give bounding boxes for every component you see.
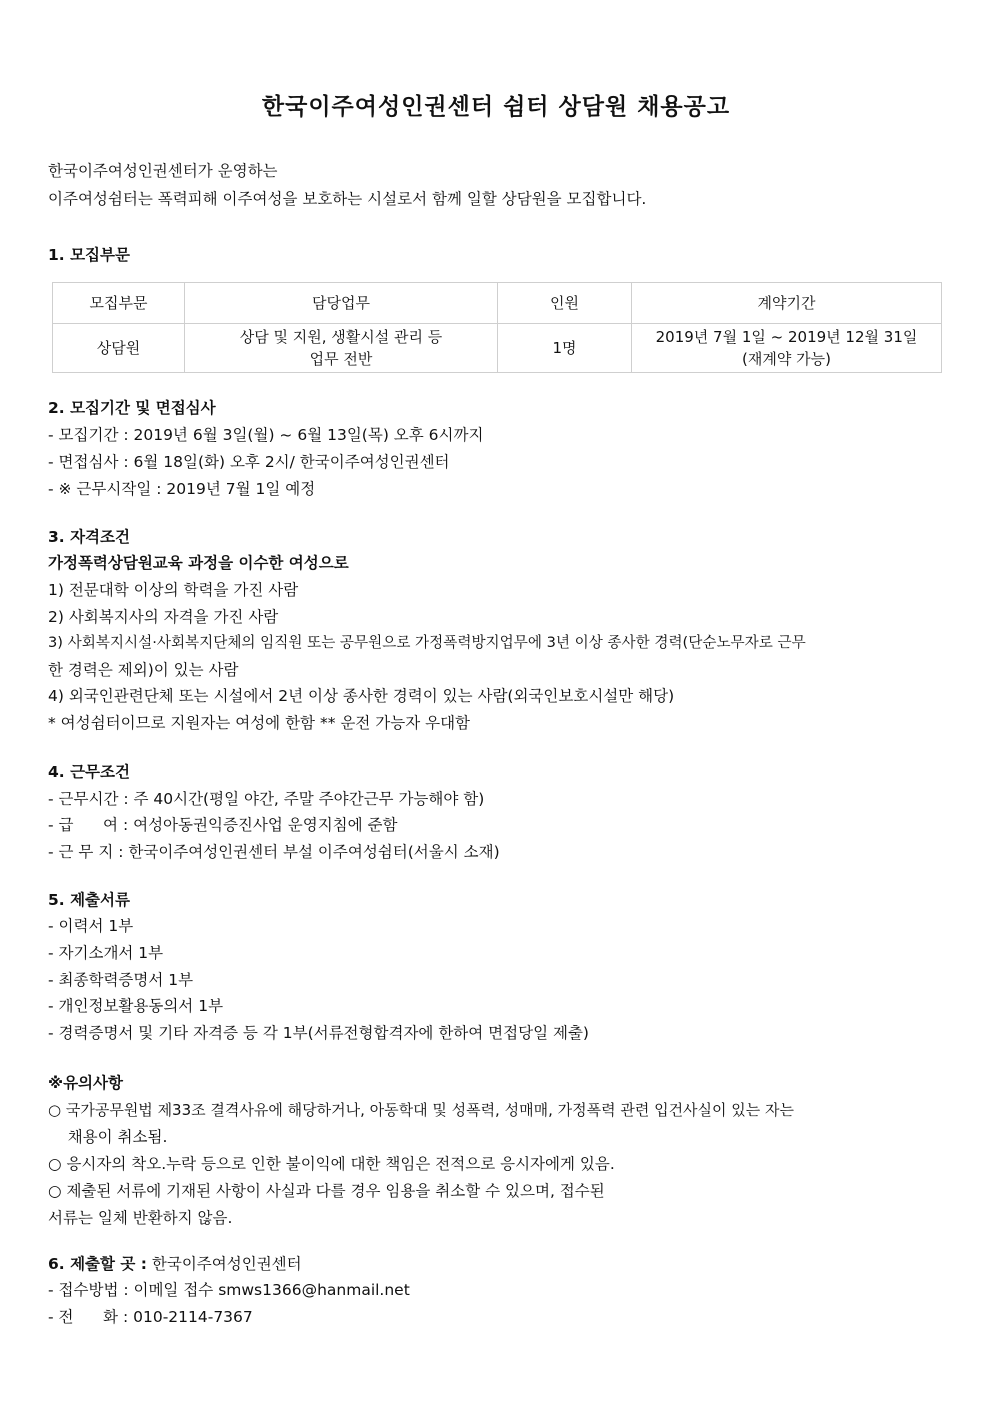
section3-subheading: 가정폭력상담원교육 과정을 이수한 여성으로 <box>48 553 349 572</box>
section3-line-1: 1) 전문대학 이상의 학력을 가진 사람 <box>48 581 299 599</box>
notes-heading: ※유의사항 <box>48 1074 123 1092</box>
notes-line-1: ○ 국가공무원법 제33조 결격사유에 해당하거나, 아동학대 및 성폭력, 성매매, 가정폭력 관련 입건사실이 있는 자는 <box>48 1101 795 1119</box>
duties-line-2: 업무 전반 <box>309 350 373 368</box>
table-cell-period <box>632 324 942 373</box>
section3-heading: 3. 자격조건 <box>48 528 130 546</box>
intro-line-2: 이주여성쉼터는 폭력피해 이주여성을 보호하는 시설로서 함께 일할 상담원을 모집합니다. <box>48 190 647 208</box>
table-cell-category: 상담원 <box>53 324 185 373</box>
section6-heading-value: 한국이주여성인권센터 <box>146 1255 302 1273</box>
section4-heading: 4. 근무조건 <box>48 763 130 781</box>
section1-heading: 1. 모집부문 <box>48 246 130 264</box>
section5-line-3: - 최종학력증명서 1부 <box>48 971 194 989</box>
table-cell-duties <box>185 324 498 373</box>
section2-heading: 2. 모집기간 및 면접심사 <box>48 399 216 417</box>
section2-line-2: - 면접심사 : 6월 18일(화) 오후 2시/ 한국이주여성인권센터 <box>48 453 450 471</box>
section5-line-1: - 이력서 1부 <box>48 917 134 935</box>
section2-line-3: - ※ 근무시작일 : 2019년 7월 1일 예정 <box>48 480 316 498</box>
section2-line-1: - 모집기간 : 2019년 6월 3일(월) ~ 6월 13일(목) 오후 6시까지 <box>48 426 484 444</box>
section4-line-2: - 급 여 : 여성아동권익증진사업 운영지침에 준함 <box>48 816 398 834</box>
table-row <box>53 324 942 373</box>
period-line-1: 2019년 7월 1일 ~ 2019년 12월 31일 <box>655 328 918 346</box>
table-header-period: 계약기간 <box>632 283 942 324</box>
section3-line-2: 2) 사회복지사의 자격을 가진 사람 <box>48 608 279 626</box>
section4-line-1: - 근무시간 : 주 40시간(평일 야간, 주말 주야간근무 가능해야 함) <box>48 790 485 808</box>
table-header-category: 모집부문 <box>53 283 185 324</box>
section5-heading: 5. 제출서류 <box>48 891 130 909</box>
recruit-table <box>52 282 942 373</box>
section6-heading: 6. 제출할 곳 : <box>48 1255 147 1273</box>
section4-line-3: - 근 무 지 : 한국이주여성인권센터 부설 이주여성쉼터(서울시 소재) <box>48 843 500 861</box>
section5-line-4: - 개인정보활용동의서 1부 <box>48 997 224 1015</box>
section3-line-5: 4) 외국인관련단체 또는 시설에서 2년 이상 종사한 경력이 있는 사람(외국인보호시설만 해당) <box>48 687 675 705</box>
table-header-count: 인원 <box>498 283 632 324</box>
page-title: 한국이주여성인권센터 쉼터 상담원 채용공고 <box>261 93 731 120</box>
section3-line-6: * 여성쉼터이므로 지원자는 여성에 한함 ** 운전 가능자 우대함 <box>48 714 471 732</box>
period-line-2: (재계약 가능) <box>742 350 831 368</box>
section6-line-2: - 전 화 : 010-2114-7367 <box>48 1308 253 1326</box>
section5-line-5: - 경력증명서 및 기타 자격증 등 각 1부(서류전형합격자에 한하여 면접당일 제출) <box>48 1024 589 1042</box>
table-cell-count: 1명 <box>498 324 632 373</box>
notes-line-4: ○ 제출된 서류에 기재된 사항이 사실과 다를 경우 임용을 취소할 수 있으며, 접수된 <box>48 1182 605 1200</box>
section5-line-2: - 자기소개서 1부 <box>48 944 164 962</box>
intro-line-1: 한국이주여성인권센터가 운영하는 <box>48 162 278 180</box>
section6-heading-line <box>48 1254 302 1274</box>
section3-line-3: 3) 사회복지시설·사회복지단체의 임직원 또는 공무원으로 가정폭력방지업무에 3년 이상 종사한 경력(단순노무자로 근무 <box>48 634 806 651</box>
duties-line-1: 상담 및 지원, 생활시설 관리 등 <box>239 328 443 346</box>
notes-line-3: ○ 응시자의 착오.누락 등으로 인한 불이익에 대한 책임은 전적으로 응시자에게 있음. <box>48 1155 615 1173</box>
section3-line-4: 한 경력은 제외)이 있는 사람 <box>48 661 239 679</box>
notes-line-2: 채용이 취소됨. <box>48 1128 168 1146</box>
table-header-row <box>53 283 942 324</box>
section6-line-1: - 접수방법 : 이메일 접수 smws1366@hanmail.net <box>48 1281 410 1299</box>
table-header-duties: 담당업무 <box>185 283 498 324</box>
notes-line-5: 서류는 일체 반환하지 않음. <box>48 1209 233 1227</box>
